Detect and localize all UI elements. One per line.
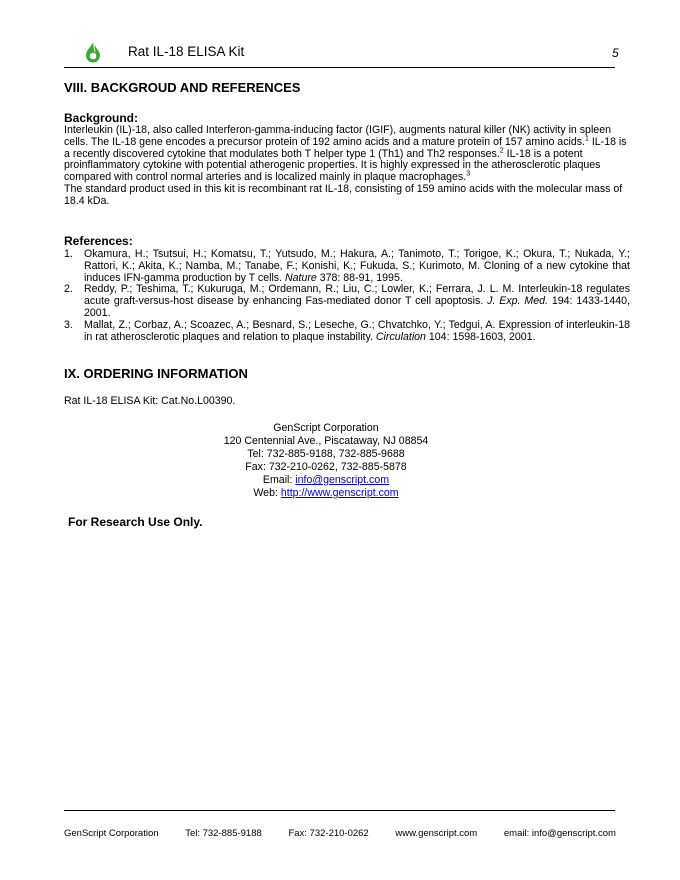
reference-item — [64, 284, 630, 319]
footer-divider — [64, 810, 615, 811]
contact-address: 120 Centennial Ave., Piscataway, NJ 08854 — [223, 435, 429, 447]
footer-email: email: info@genscript.com — [503, 828, 616, 839]
contact-tel: Tel: 732-885-9188, 732-885-9688 — [247, 448, 405, 460]
reference-item — [64, 249, 630, 284]
contact-web-line — [170, 487, 482, 500]
web-label: Web: — [253, 487, 281, 499]
reference-text: Mallat, Z.; Corbaz, A.; Scoazec, A.; Besnard, S.; Leseche, G.; Chvatchko, Y.; Tedgui, A. Expression of interleukin-18 in rat atherosclerotic plaques and relation to plaque instability. — [84, 318, 630, 343]
email-label: Email: — [262, 474, 296, 486]
header-title: Rat IL-18 ELISA Kit — [128, 44, 245, 59]
background-sentence-2: IL-18 is a recently discovered cytokine that modulates both T helper type 1 (Th1) and Th2 responses. — [64, 135, 627, 160]
reference-citation: 104: 1598-1603, 2001. — [425, 330, 536, 343]
background-sentence-1: Interleukin (IL)-18, also called Interferon-gamma-inducing factor (IGIF), augments natural killer (NK) activity in spleen cells. The IL-18 gene encodes a precursor protein of 192 amino acids and a mature protein of 157 amino acids. — [64, 124, 611, 148]
reference-journal: Nature — [284, 271, 317, 284]
reference-citation: 378: 88-91, 1995. — [316, 271, 403, 284]
website-link[interactable]: http://www.genscript.com — [280, 487, 399, 499]
references-list — [64, 249, 630, 343]
contact-block — [170, 422, 482, 500]
reference-number: 2. — [64, 283, 73, 296]
footnote-2: 2 — [499, 147, 504, 155]
references-heading: References: — [64, 234, 133, 248]
footnote-1: 1 — [584, 135, 589, 143]
catalog-number: Rat IL-18 ELISA Kit: Cat.No.L00390. — [64, 395, 236, 407]
logo-drop-shape — [86, 42, 100, 63]
footer-fax: Fax: 732-210-0262 — [288, 828, 369, 839]
contact-company: GenScript Corporation — [273, 422, 379, 434]
reference-text: Okamura, H.; Tsutsui, H.; Komatsu, T.; Yutsudo, M.; Hakura, A.; Tanimoto, T.; Torigoe, K.; Okura, T.; Nukada, Y.; Rattori, K.; Akita, K.; Namba, M.; Tanabe, F.; Konishi, K.; Fukuda, S.; Kurimoto, M. Cloning of a new cytokine that induces IFN-gamma production by T cells. — [84, 248, 630, 284]
contact-fax: Fax: 732-210-0262, 732-885-5878 — [245, 461, 407, 473]
background-sentence-3: IL-18 is a potent proinflammatory cytokine with potential atherogenic properties. It is highly expressed in the atherosclerotic plaques compared with control normal arteries and is localized mainly in plaque macrophages. — [64, 147, 601, 184]
footer — [64, 828, 616, 839]
background-sentence-4: The standard product used in this kit is recombinant rat IL-18, consisting of 159 amino acids with the molecular mass of 18.4 kDa. — [64, 182, 623, 207]
email-link[interactable]: info@genscript.com — [295, 474, 390, 486]
reference-journal: J. Exp. Med. — [487, 295, 548, 308]
footer-tel: Tel: 732-885-9188 — [185, 828, 262, 839]
footnote-3: 3 — [466, 170, 471, 178]
reference-citation: 194: 1433-1440, 2001. — [84, 295, 630, 319]
research-use-notice: For Research Use Only. — [68, 515, 203, 529]
background-paragraph — [64, 125, 630, 208]
reference-number: 1. — [64, 248, 73, 260]
reference-journal: Circulation — [375, 330, 426, 343]
logo-inner-circle — [90, 53, 97, 60]
footer-web: www.genscript.com — [395, 828, 478, 839]
reference-item — [64, 320, 630, 344]
background-heading: Background: — [64, 111, 139, 125]
contact-email-line — [170, 474, 482, 487]
header-divider — [64, 67, 615, 68]
section-8-heading: VIII. BACKGROUD AND REFERENCES — [64, 80, 301, 95]
footer-company: GenScript Corporation — [64, 828, 159, 839]
reference-number: 3. — [64, 318, 73, 331]
page-number: 5 — [612, 46, 619, 60]
section-9-heading: IX. ORDERING INFORMATION — [64, 366, 248, 381]
genscript-logo-icon — [83, 41, 103, 63]
reference-text: Reddy, P.; Teshima, T.; Kukuruga, M.; Ordemann, R.; Liu, C.; Lowler, K.; Ferrara, J. L. M. Interleukin-18 regulates acute graft-versus-host disease by enhancing Fas-mediated donor T cell apoptosis. — [84, 283, 630, 308]
